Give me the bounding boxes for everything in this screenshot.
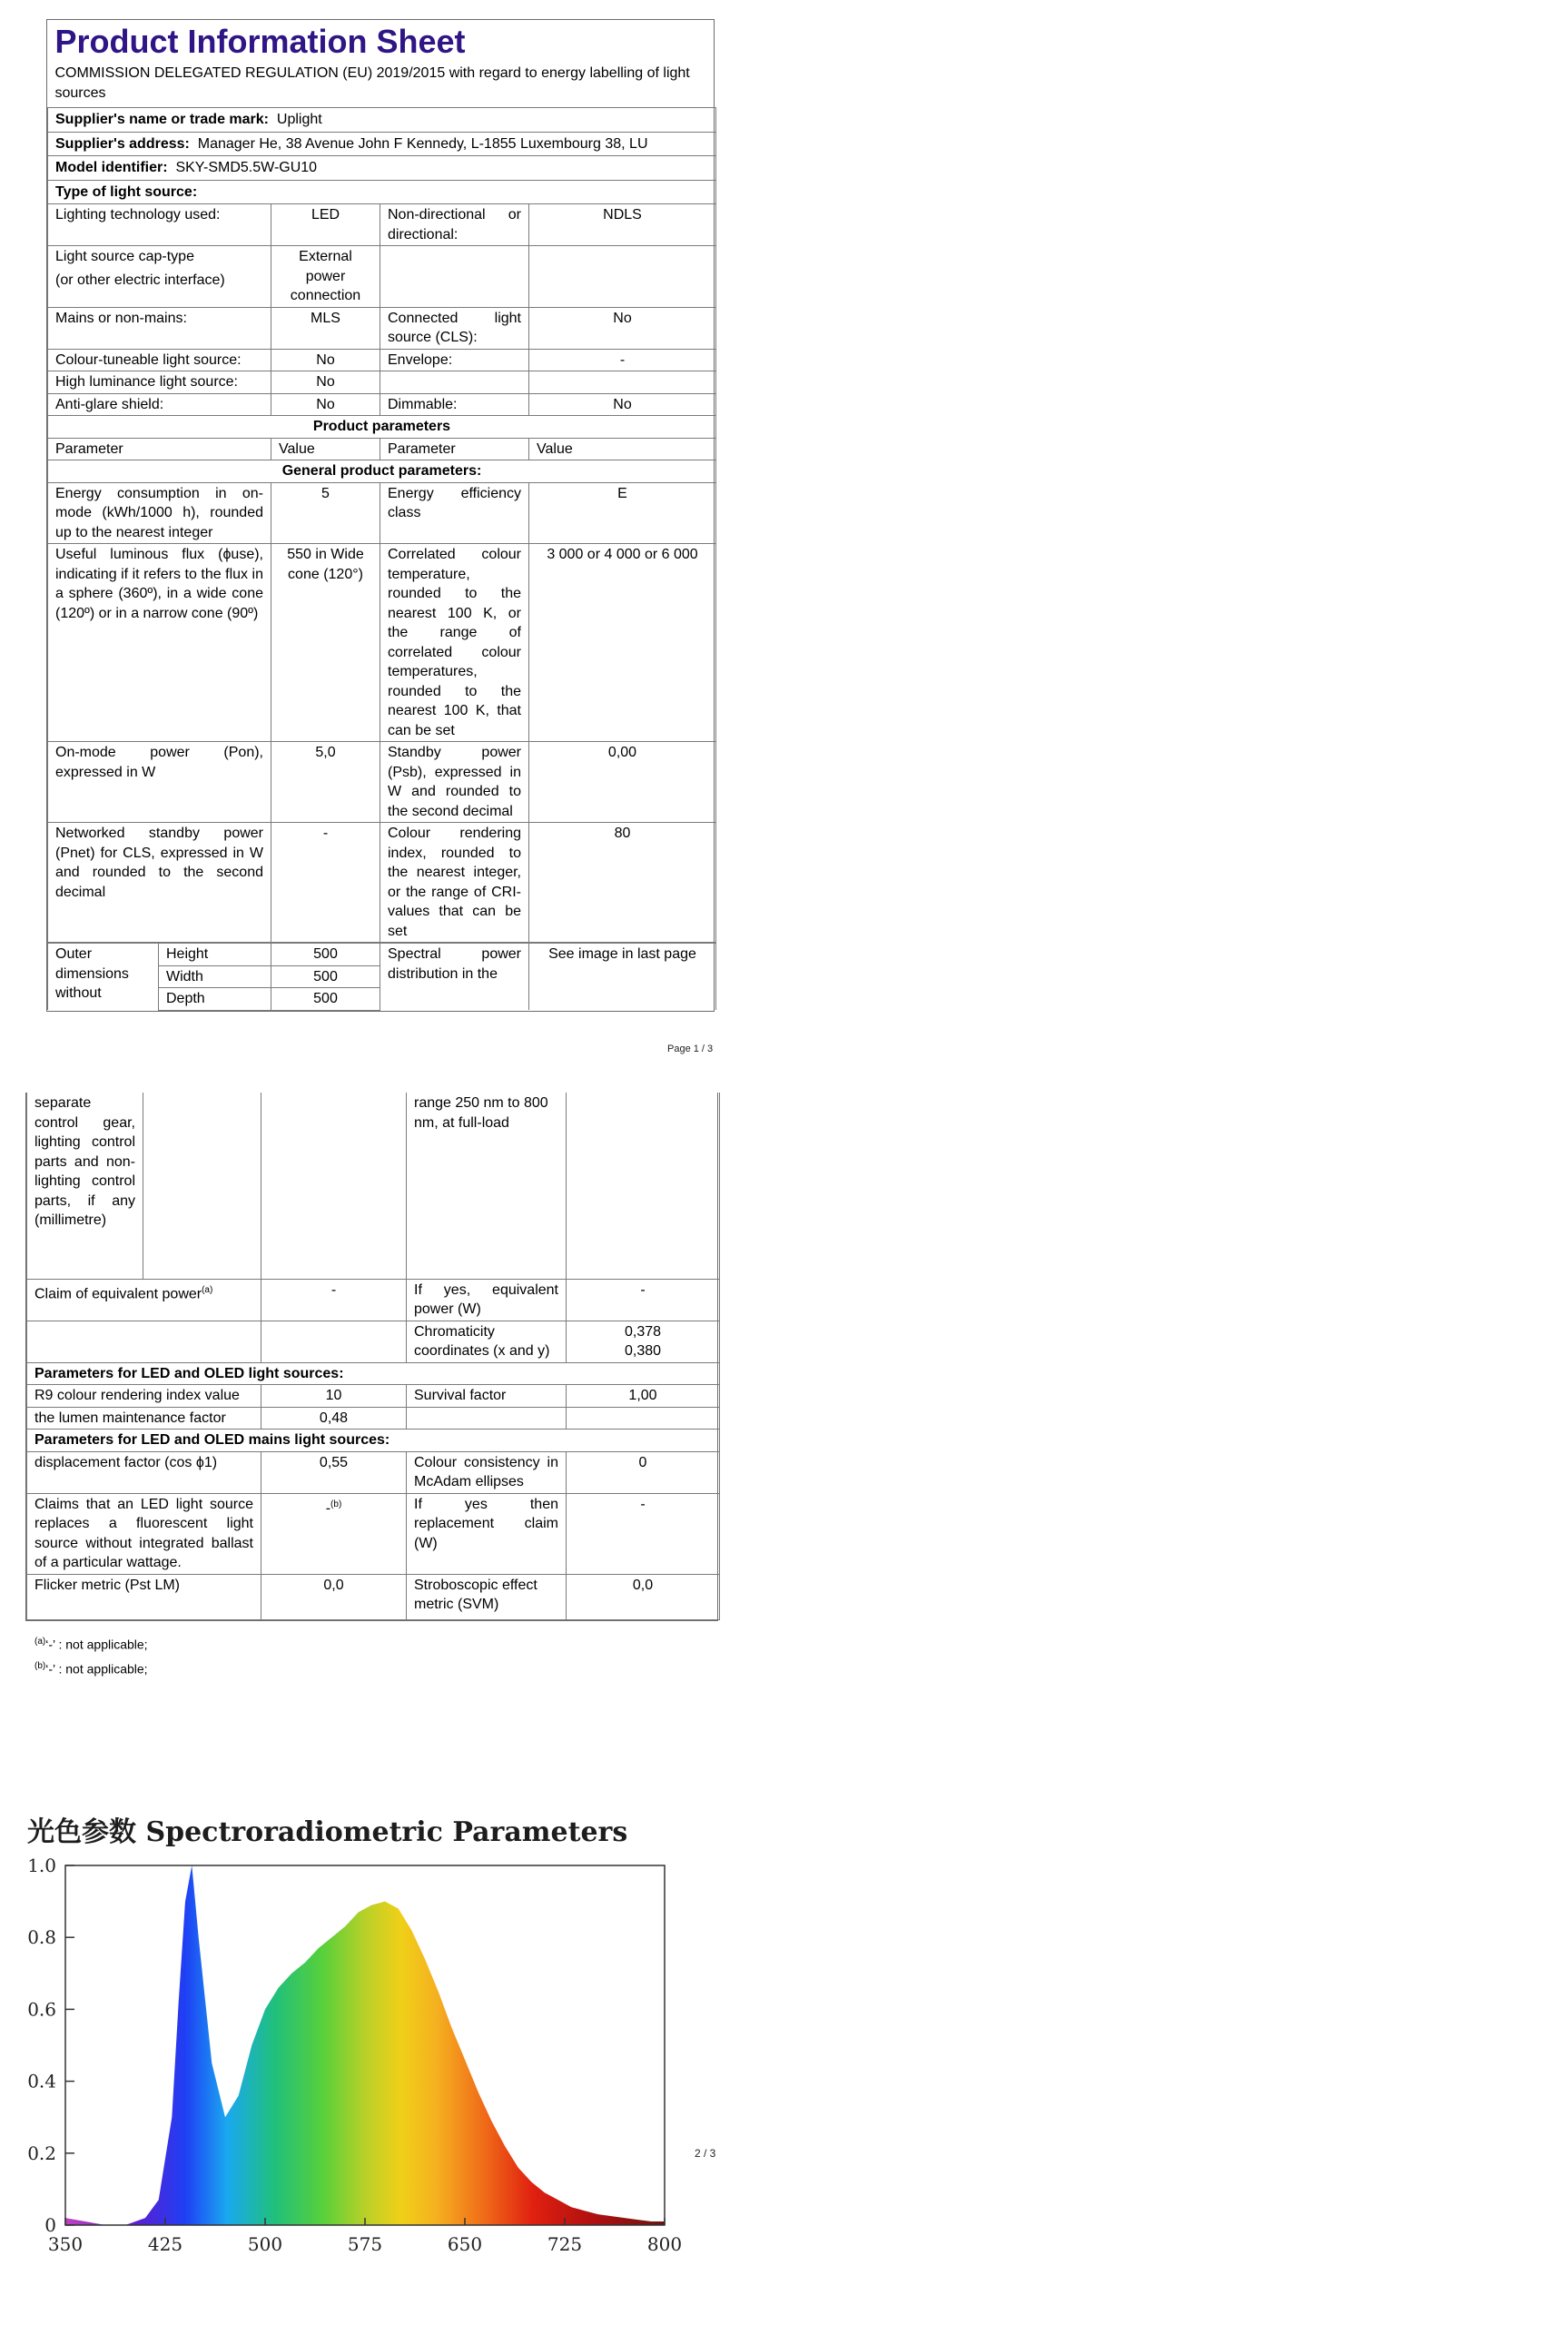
x-tick-label: 350 [47,2233,84,2255]
param-value: NDLS [529,204,716,246]
info-table-page-2 [26,1093,720,1620]
footnote-mark: (b) [330,1499,342,1509]
spd-label: Spectral power distribution in the [380,944,529,1011]
width-value: 500 [271,965,380,988]
spd-value: See image in last page [529,944,716,1011]
param-value: 0,48 [261,1407,407,1430]
param-value: - [529,349,716,371]
supplier-address-row [48,132,716,156]
column-header: Value [271,438,380,460]
table-row [48,307,716,349]
param-value: 550 in Wide cone (120°) [271,544,380,742]
param-value: No [529,393,716,416]
dimensions-table [47,943,716,1011]
param-value: - [271,823,380,943]
depth-label: Depth [159,988,271,1011]
table-row [27,1321,720,1362]
table-row [48,944,716,966]
x-tick-label: 800 [646,2233,683,2255]
param-value: No [271,371,380,394]
param-label: Useful luminous flux (ϕuse), indicating if it refers to the flux in a sphere (360º), in a wide cone (120º) or in a narrow cone (90º) [48,544,271,742]
param-label: Standby power (Psb), expressed in W and rounded to the second decimal [380,742,529,823]
depth-value: 500 [271,988,380,1011]
empty-cell [143,1093,261,1279]
product-parameters-heading: Product parameters [48,416,716,439]
column-header: Value [529,438,716,460]
param-label: the lumen maintenance factor [27,1407,261,1430]
param-value: 3 000 or 4 000 or 6 000 [529,544,716,742]
table-row [27,1493,720,1574]
param-value: 0 [567,1451,720,1493]
param-value: No [529,307,716,349]
y-tick-label: 0.2 [27,2142,56,2164]
column-header-row [48,438,716,460]
param-label: Anti-glare shield: [48,393,271,416]
param-label: Energy efficiency class [380,482,529,544]
table-row [48,742,716,823]
x-tick-label: 725 [547,2233,583,2255]
table-row [27,1093,720,1279]
param-value: 10 [261,1385,407,1408]
page-number-1: Page 1 / 3 [667,1044,714,1054]
cap-type-sublabel: (or other electric interface) [55,272,225,288]
param-label: Flicker metric (Pst LM) [27,1574,261,1619]
x-tick-label: 500 [247,2233,283,2255]
param-label: Energy consumption in on-mode (kWh/1000 h), rounded up to the nearest integer [48,482,271,544]
page-title: Product Information Sheet [54,23,466,60]
chromaticity-value [567,1321,720,1362]
table-row [48,204,716,246]
supplier-address-label: Supplier's address: [55,135,190,152]
supplier-address-value: Manager He, 38 Avenue John F Kennedy, L-1855 Luxembourg 38, LU [197,135,648,152]
param-value: LED [271,204,380,246]
param-label: Mains or non-mains: [48,307,271,349]
param-value: MLS [271,307,380,349]
chromaticity-label: Chromaticity coordinates (x and y) [407,1321,567,1362]
table-row [27,1385,720,1408]
model-value: SKY-SMD5.5W-GU10 [175,160,318,175]
param-value [529,246,716,308]
param-value: 5 [271,482,380,544]
model-row [48,156,716,181]
param-value: - [261,1279,407,1321]
param-label [407,1407,567,1430]
param-label: If yes then replacement claim (W) [407,1493,567,1574]
empty-cell [261,1093,407,1279]
page-2 [25,1093,718,1621]
table-row [48,349,716,371]
spd-label-continued: range 250 nm to 800 nm, at full-load [407,1093,567,1279]
dimensions-label: Outer dimensions without [48,944,159,1011]
footnote-text: ‘-’ : not applicable; [45,1637,148,1652]
param-label: Dimmable: [380,393,529,416]
param-label: On-mode power (Pon), expressed in W [48,742,271,823]
y-tick-label: 0.6 [27,1998,56,2021]
table-row [48,823,716,943]
claim-label [27,1279,261,1321]
value-text: - [325,1499,331,1516]
param-value: - [567,1493,720,1574]
claim-text: Claim of equivalent power [35,1285,202,1301]
column-header: Parameter [48,438,271,460]
footnote-b [35,1661,148,1677]
footnote-a [35,1637,148,1652]
empty-cell [261,1321,407,1362]
table-row [27,1574,720,1619]
x-tick-label: 650 [447,2233,483,2255]
param-value: 0,0 [261,1574,407,1619]
table-row [48,371,716,394]
footnote-mark: (a) [35,1637,46,1647]
param-label: Colour consistency in McAdam ellipses [407,1451,567,1493]
param-label: Survival factor [407,1385,567,1408]
chromaticity-y: 0,380 [624,1343,662,1359]
param-label: Stroboscopic effect metric (SVM) [407,1574,567,1619]
chromaticity-x: 0,378 [624,1323,662,1340]
spectral-power-distribution-chart [0,1853,708,2289]
param-label: Connected light source (CLS): [380,307,529,349]
model-label: Model identifier: [55,160,168,175]
footnote-mark: (b) [35,1661,46,1671]
param-value [261,1493,407,1574]
param-value: 5,0 [271,742,380,823]
x-tick-label: 425 [147,2233,183,2255]
param-value: 0,00 [529,742,716,823]
footnote-text: ‘-’ : not applicable; [45,1661,148,1677]
supplier-name-row [48,108,716,133]
empty-cell [27,1321,261,1362]
x-tick-label: 575 [347,2233,383,2255]
param-label: High luminance light source: [48,371,271,394]
mains-parameters-heading: Parameters for LED and OLED mains light sources: [27,1430,720,1452]
param-value: - [567,1279,720,1321]
general-parameters-heading: General product parameters: [48,460,716,483]
dimensions-label-continued: separate control gear, lighting control parts and non-lighting control parts, if any (millimetre) [27,1093,143,1279]
chart-title: 光色参数 Spectroradiometric Parameters [27,1816,628,1848]
param-label: If yes, equivalent power (W) [407,1279,567,1321]
param-label [48,246,271,308]
page-number-2: 2 / 3 [695,2147,716,2160]
param-label: Colour rendering index, rounded to the nearest integer, or the range of CRI-values that can be set [380,823,529,943]
info-table-page-1 [47,20,716,943]
param-label [380,246,529,308]
column-header: Parameter [380,438,529,460]
y-tick-label: 0 [44,2214,56,2236]
table-row [27,1279,720,1321]
param-value: 0,0 [567,1574,720,1619]
param-value: 1,00 [567,1385,720,1408]
param-label: Networked standby power (Pnet) for CLS, expressed in W and rounded to the second decimal [48,823,271,943]
param-value: E [529,482,716,544]
table-row [27,1451,720,1493]
param-label: Claims that an LED light source replaces a fluorescent light source without integrated ballast of a particular wattage. [27,1493,261,1574]
supplier-name-label: Supplier's name or trade mark: [55,112,269,127]
param-label: R9 colour rendering index value [27,1385,261,1408]
table-row [48,246,716,308]
regulation-subtitle: COMMISSION DELEGATED REGULATION (EU) 2019/2015 with regard to energy labelling of light sources [54,65,690,101]
empty-cell [567,1093,720,1279]
table-row [27,1407,720,1430]
footnote-mark: (a) [202,1284,213,1295]
supplier-name-value: Uplight [276,112,322,127]
param-value: No [271,349,380,371]
y-tick-label: 0.8 [27,1926,56,1949]
cap-type-label: Light source cap-type [55,249,194,264]
param-label [380,371,529,394]
led-parameters-heading: Parameters for LED and OLED light sources: [27,1362,720,1385]
y-tick-label: 1.0 [27,1855,56,1876]
param-value: 80 [529,823,716,943]
table-row [48,393,716,416]
param-label: Correlated colour temperature, rounded to the nearest 100 K, or the range of correlated colour temperatures, rounded to the nearest 100 K, that can be set [380,544,529,742]
y-tick-label: 0.4 [27,2070,56,2092]
param-label: Non-directional or directional: [380,204,529,246]
type-label: Type of light source: [48,180,716,204]
param-value: External power connection [271,246,380,308]
width-label: Width [159,965,271,988]
param-value [567,1407,720,1430]
height-label: Height [159,944,271,966]
param-label: Envelope: [380,349,529,371]
table-row [48,482,716,544]
param-label: Colour-tuneable light source: [48,349,271,371]
param-label: Lighting technology used: [48,204,271,246]
param-value: No [271,393,380,416]
param-value [529,371,716,394]
page-1 [46,19,715,1012]
table-row [48,544,716,742]
height-value: 500 [271,944,380,966]
param-value: 0,55 [261,1451,407,1493]
spectrum-area [65,1865,665,2225]
param-label: displacement factor (cos ϕ1) [27,1451,261,1493]
